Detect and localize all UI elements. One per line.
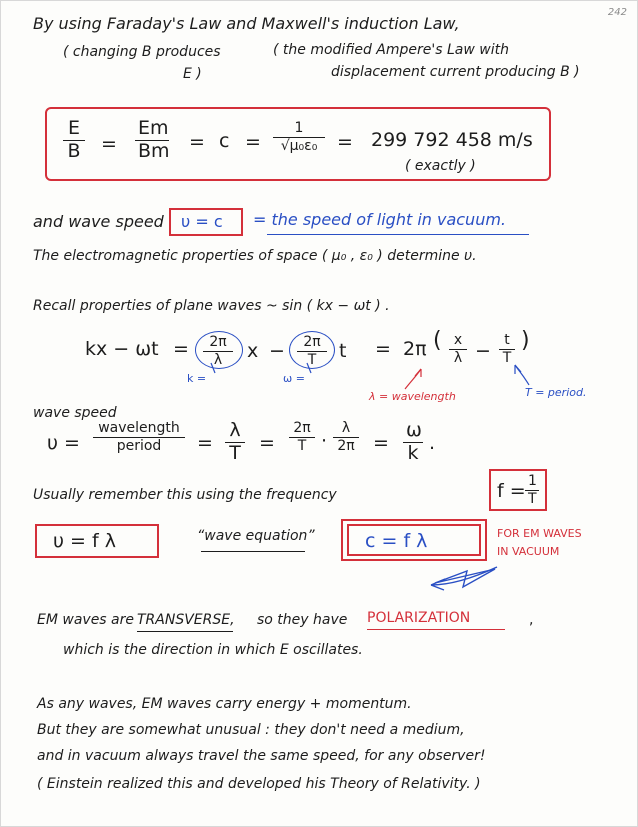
x-numerator: x: [453, 332, 463, 348]
k-denominator: k: [407, 441, 419, 464]
two-pi-numerator: 2π: [303, 334, 321, 350]
Bm-denominator: Bm: [138, 139, 170, 162]
T-denominator: T: [229, 441, 241, 464]
equals-4: =: [337, 131, 353, 153]
lambda-wavelength-note: λ = wavelength: [369, 390, 456, 403]
E-numerator: E: [67, 117, 80, 139]
equals-1: =: [101, 133, 117, 155]
exactly-note: ( exactly ): [405, 158, 476, 174]
transverse-line-a: EM waves are: [37, 612, 134, 628]
lambda-over-two-pi: [333, 421, 359, 453]
lambda-denominator: λ: [213, 351, 223, 368]
transverse-line-2: which is the direction in which E oscillates.: [63, 642, 363, 658]
Em-over-Bm-fraction: [135, 119, 169, 162]
Em-numerator: Em: [138, 117, 169, 139]
t-numerator: t: [504, 332, 510, 348]
one-numerator: 1: [294, 120, 304, 136]
wave-equation-label: “wave equation”: [197, 528, 315, 544]
polarization-keyword: POLARIZATION: [367, 610, 471, 626]
c-symbol: c: [219, 130, 230, 152]
T-denominator: T: [297, 437, 307, 454]
v-equals-c: υ = c: [181, 212, 223, 231]
two-pi-over-T-2: [289, 421, 315, 453]
energy-line-2: But they are somewhat unusual : they don't need a medium,: [37, 722, 465, 738]
omega-numerator: ω: [406, 419, 422, 441]
T-denominator: T: [528, 490, 537, 507]
equals-kx-1: =: [173, 338, 189, 360]
wavelength-numerator: wavelength: [98, 420, 180, 436]
B-denominator: B: [67, 139, 81, 162]
minus-sign: −: [269, 340, 285, 362]
wave-speed-title: wave speed: [33, 405, 117, 421]
t-over-T: [499, 333, 515, 365]
wave-speed-v: υ =: [47, 432, 80, 454]
transverse-line-c: so they have: [257, 612, 348, 628]
lambda-over-T: [225, 421, 245, 464]
omega-over-k: [403, 421, 423, 464]
open-paren: (: [433, 328, 442, 353]
x-over-lambda: [449, 333, 467, 365]
wave-equation-underline: [201, 551, 305, 552]
one-over-sqrt-mu-eps: [273, 121, 325, 153]
lambda-denominator: λ: [453, 349, 463, 366]
recall-line: Recall properties of plane waves ~ sin ( kx − ωt ) .: [33, 298, 390, 314]
transverse-comma: ,: [529, 612, 534, 628]
ws-period: .: [429, 432, 436, 454]
lambda-numerator: λ: [229, 419, 241, 441]
ws-equals-2: =: [259, 432, 275, 454]
equals-kx-2: =: [375, 338, 391, 360]
two-pi-denominator: 2π: [337, 437, 355, 454]
em-properties-line: The electromagnetic properties of space ( μ₀ , ε₀ ) determine υ.: [33, 248, 477, 264]
wavelength-over-period: [93, 421, 185, 453]
page-number: 242: [607, 7, 627, 18]
v-equals-f-lambda: υ = f λ: [53, 530, 116, 552]
ws-equals-3: =: [373, 432, 389, 454]
energy-line-1: As any waves, EM waves carry energy + momentum.: [37, 696, 412, 712]
intro-line-1: By using Faraday's Law and Maxwell's induction Law,: [33, 14, 460, 33]
paren-minus: −: [475, 340, 491, 362]
polarization-underline: [367, 629, 505, 630]
one-over-T: [525, 474, 539, 506]
f-equals: f =: [497, 480, 526, 502]
ws-equals-1: =: [197, 432, 213, 454]
transverse-keyword: TRANSVERSE,: [137, 612, 235, 628]
sqrt-mu0-eps0: √μ₀ε₀: [280, 137, 318, 154]
energy-line-4: ( Einstein realized this and developed his Theory of Relativity. ): [37, 776, 481, 792]
x-variable: x: [247, 340, 259, 362]
intro-line-3b: displacement current producing B ): [331, 64, 580, 80]
lambda-numerator: λ: [341, 420, 351, 436]
c-equals-f-lambda: c = f λ: [365, 530, 428, 552]
k-label: k =: [187, 372, 207, 385]
intro-line-2a: ( changing B produces: [63, 44, 221, 60]
speed-of-light-underline: [267, 234, 529, 235]
two-pi-factor: 2π: [403, 338, 427, 360]
intro-line-3a: E ): [183, 66, 202, 82]
for-em-waves-line-2: IN VACUUM: [497, 545, 560, 558]
multiplication-dot: ·: [321, 430, 328, 452]
T-denominator: T: [502, 349, 512, 366]
kx-minus-wt: kx − ωt: [85, 338, 159, 360]
and-wave-speed-label: and wave speed: [33, 212, 164, 231]
two-pi-over-lambda: [203, 335, 233, 367]
equals-3: =: [245, 131, 261, 153]
two-pi-numerator: 2π: [293, 420, 311, 436]
t-variable: t: [339, 340, 347, 362]
energy-line-3: and in vacuum always travel the same speed, for any observer!: [37, 748, 486, 764]
transverse-underline: [137, 631, 233, 632]
T-period-note: T = period.: [525, 386, 587, 399]
equals-2: =: [189, 131, 205, 153]
speed-of-light-text: = the speed of light in vacuum.: [253, 210, 507, 229]
omega-label: ω =: [283, 372, 305, 385]
E-over-B-fraction: [63, 119, 85, 162]
two-pi-numerator: 2π: [209, 334, 227, 350]
two-pi-over-T: [297, 335, 327, 367]
period-denominator: period: [116, 437, 162, 454]
one-numerator: 1: [528, 473, 537, 489]
usually-remember-line: Usually remember this using the frequency: [33, 487, 337, 503]
T-denominator: T: [307, 351, 317, 368]
for-em-waves-line-1: FOR EM WAVES: [497, 527, 582, 540]
intro-line-2b: ( the modified Ampere's Law with: [273, 42, 509, 58]
close-paren: ): [521, 328, 530, 353]
speed-of-light-value: 299 792 458 m/s: [371, 129, 533, 151]
